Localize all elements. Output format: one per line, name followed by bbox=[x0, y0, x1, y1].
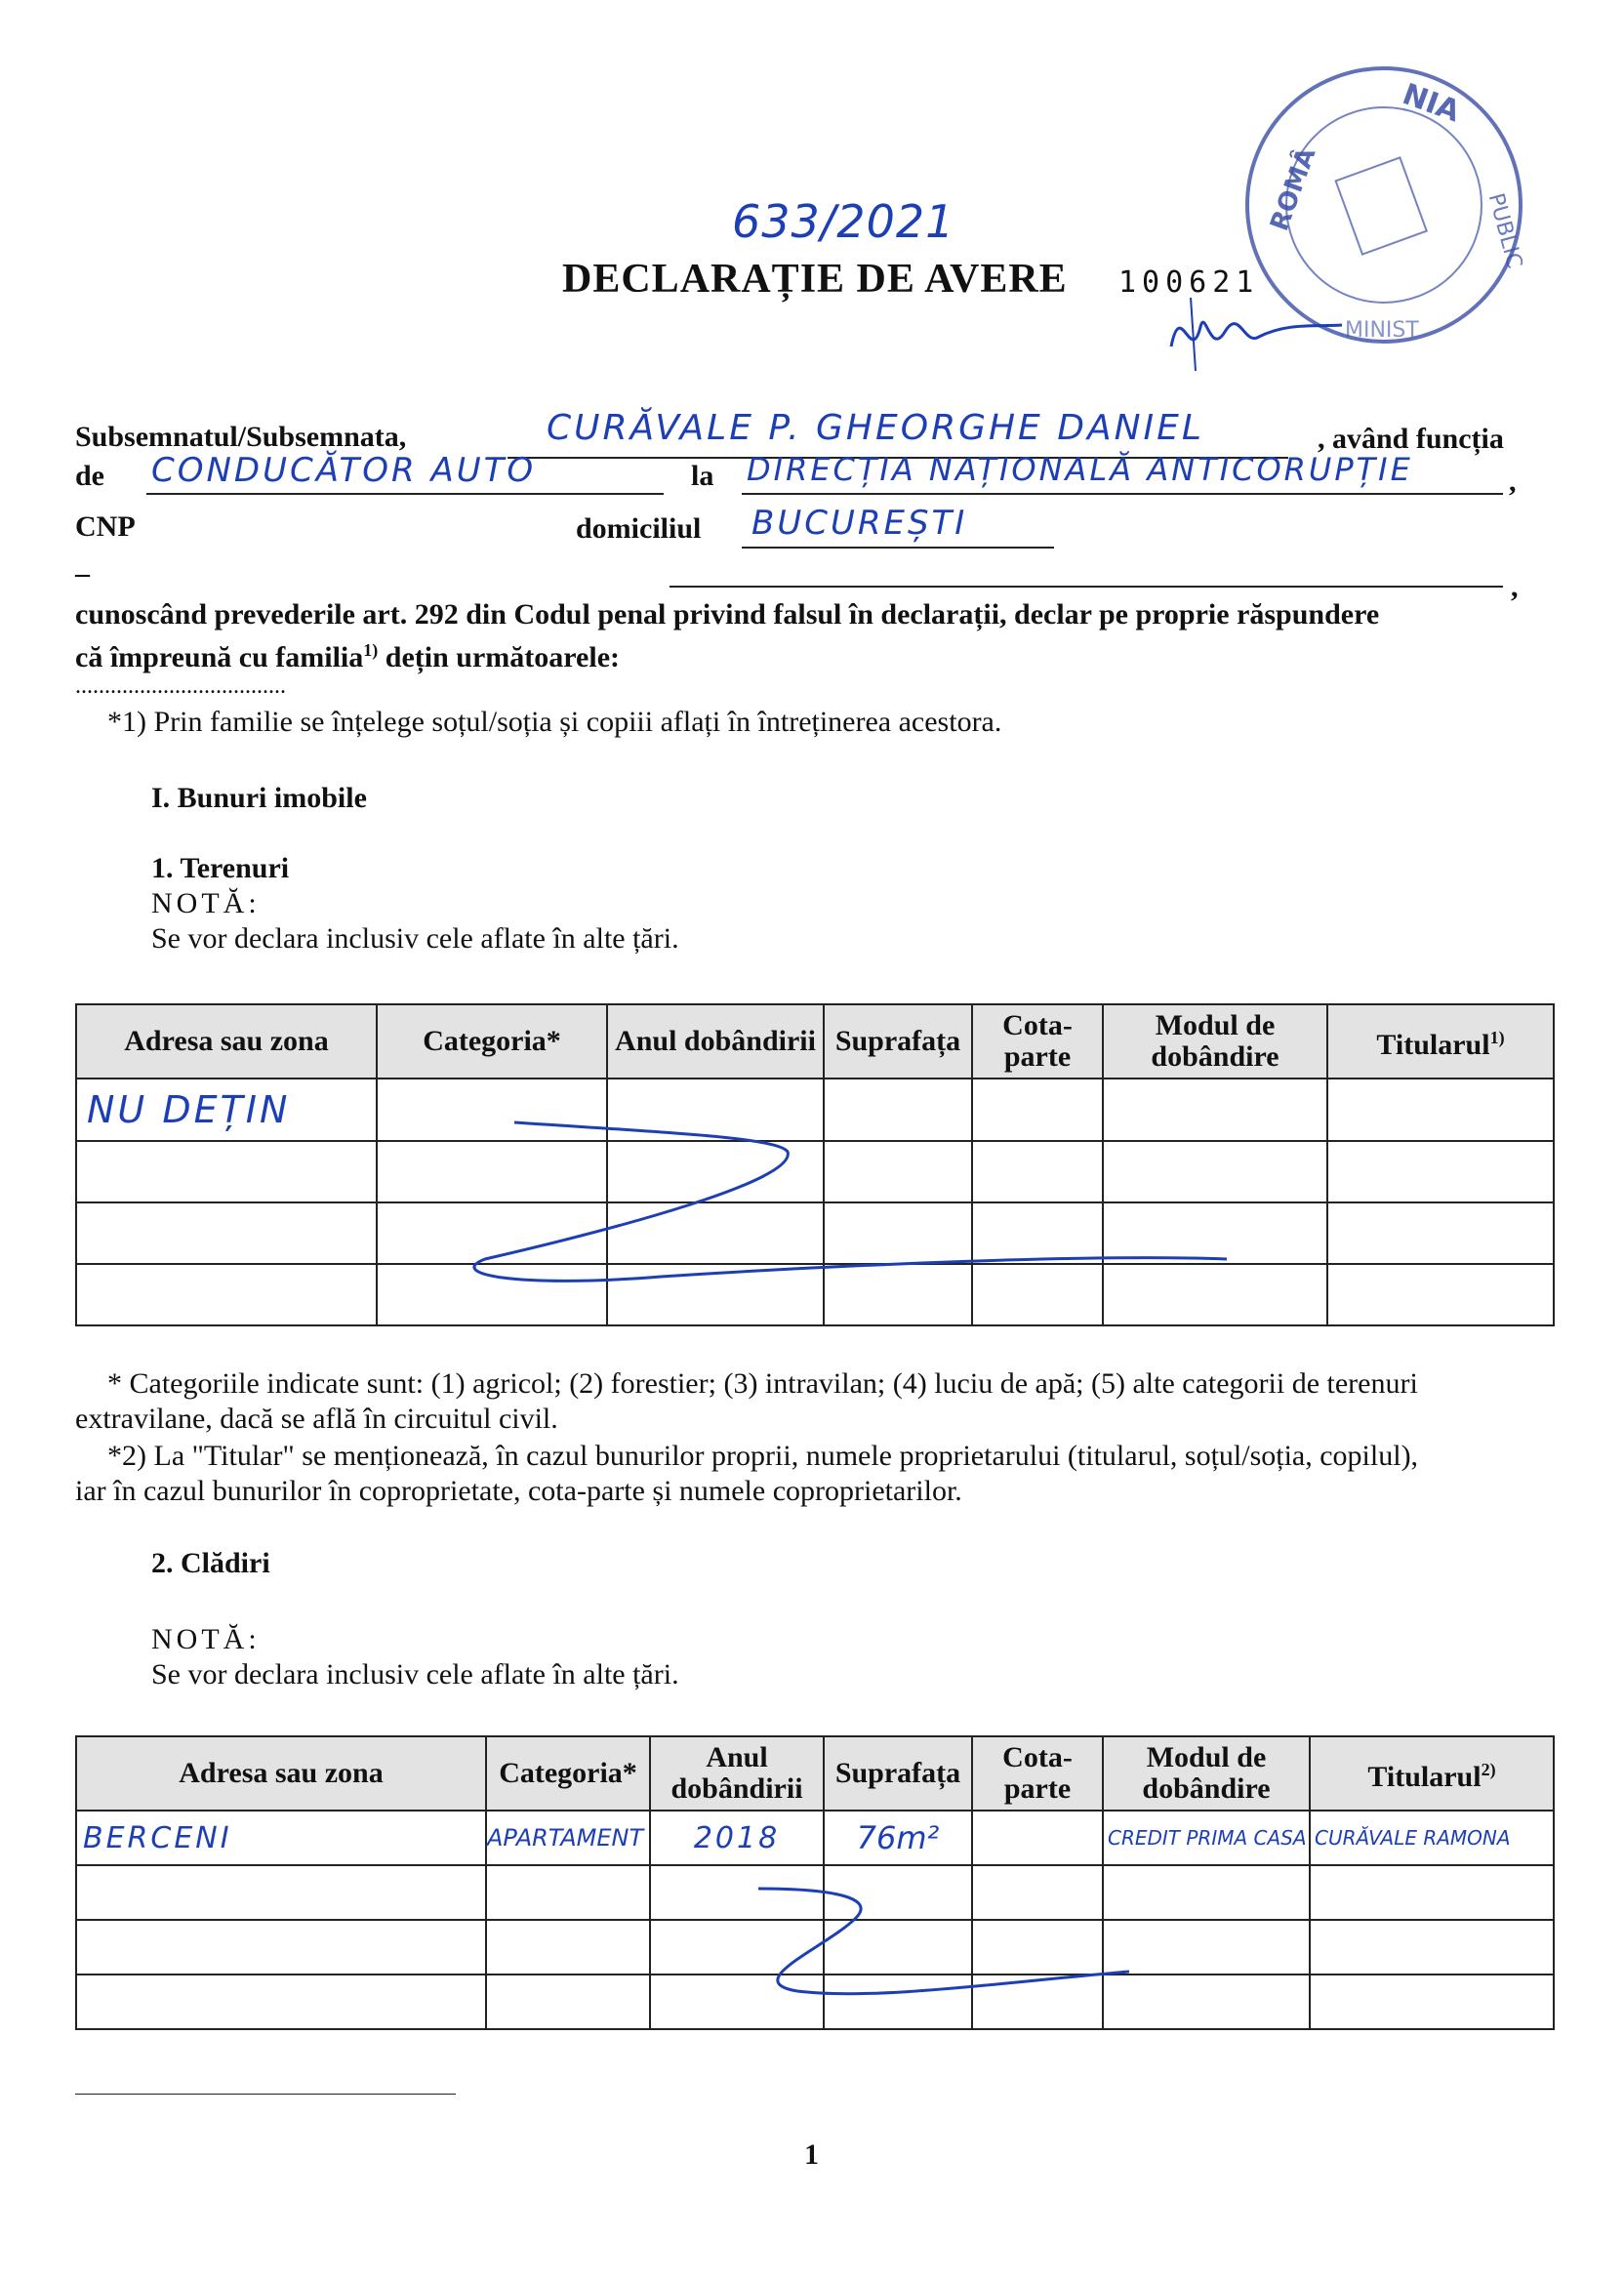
cnp-label: CNP bbox=[75, 510, 136, 543]
row-adresa: NU DEȚIN bbox=[87, 1088, 291, 1131]
header-suprafata: Suprafața bbox=[824, 1736, 972, 1811]
footnote-family: *1) Prin familie se înțelege soțul/soția și copiii aflați în întreținerea acestora. bbox=[107, 706, 1002, 738]
header-cota: Cota-parte bbox=[972, 1004, 1103, 1079]
comma: , bbox=[1509, 466, 1517, 498]
row-categoria: APARTAMENT bbox=[487, 1824, 644, 1852]
header-titular-sup: 1) bbox=[1489, 1028, 1505, 1047]
footnote-rule bbox=[75, 2094, 456, 2095]
header-adresa: Adresa sau zona bbox=[76, 1004, 377, 1079]
nota-label-2: NOTĂ: bbox=[151, 1623, 261, 1655]
note-categorii-line1: * Categoriile indicate sunt: (1) agricol; (2) forestier; (3) intravilan; (4) luciu de apă; (5) alte categorii de terenuri bbox=[107, 1367, 1418, 1400]
legal-statement-line1: cunoscând prevederile art. 292 din Codul penal privind falsul în declarații, declar pe proprie răspundere bbox=[75, 598, 1380, 631]
row-titular: CURĂVALE RAMONA bbox=[1315, 1826, 1511, 1850]
institutie-underline bbox=[742, 493, 1503, 495]
svg-text:NIA: NIA bbox=[1398, 77, 1465, 130]
footnote-marker: 1) bbox=[363, 640, 379, 660]
nota-text-2: Se vor declara inclusiv cele aflate în alte țări. bbox=[151, 1658, 679, 1690]
domiciliul-label: domiciliul bbox=[576, 512, 702, 545]
subsection-buildings: 2. Clădiri bbox=[151, 1547, 270, 1579]
note-titular-line2: iar în cazul bunurilor în coproprietate, cota-parte și numele coproprietarilor. bbox=[75, 1475, 962, 1507]
strike-through-scribble bbox=[75, 1074, 1553, 1298]
header-cota: Cota-parte bbox=[972, 1736, 1103, 1811]
svg-text:ROMÂ: ROMÂ bbox=[1265, 143, 1322, 235]
header-categoria: Categoria* bbox=[377, 1004, 607, 1079]
header-titular-text: Titularul bbox=[1376, 1029, 1490, 1061]
svg-text:MINIST: MINIST bbox=[1345, 318, 1419, 343]
strike-through-scribble-2 bbox=[75, 1874, 1553, 2011]
domiciliu-value: BUCUREȘTI bbox=[751, 504, 968, 543]
subsection-land: 1. Terenuri bbox=[151, 852, 290, 884]
dash: – bbox=[75, 557, 90, 590]
handwritten-registration-number: 633/2021 bbox=[732, 195, 955, 248]
nota-label-1: NOTĂ: bbox=[151, 887, 261, 919]
stamp-number: 100621 bbox=[1118, 265, 1260, 300]
avand-functia-label: , având funcția bbox=[1318, 423, 1504, 455]
section-heading-immovable: I. Bunuri imobile bbox=[151, 782, 367, 814]
domiciliu-underline bbox=[742, 547, 1054, 549]
header-titular bbox=[1327, 1004, 1554, 1079]
extra-underline bbox=[670, 586, 1503, 588]
header-modul: Modul de dobândire bbox=[1103, 1736, 1310, 1811]
header-titular-text: Titularul bbox=[1367, 1761, 1482, 1793]
header-suprafata: Suprafața bbox=[824, 1004, 972, 1079]
signature bbox=[1152, 278, 1347, 376]
note-titular-line1: *2) La "Titular" se menționează, în cazul bunurilor proprii, numele proprietarului (titularul, soțul/soția, copilul), bbox=[107, 1440, 1419, 1472]
header-titular bbox=[1310, 1736, 1554, 1811]
de-label: de bbox=[75, 460, 104, 492]
legal-statement-pre: că împreună cu familia bbox=[75, 641, 364, 673]
header-titular-sup: 2) bbox=[1481, 1760, 1496, 1779]
header-adresa: Adresa sau zona bbox=[76, 1736, 486, 1811]
row-anul: 2018 bbox=[693, 1820, 781, 1855]
declarant-name: CURĂVALE P. GHEORGHE DANIEL bbox=[547, 408, 1204, 448]
subsemnatul-label: Subsemnatul/Subsemnata, bbox=[75, 421, 407, 453]
document-title: DECLARAȚIE DE AVERE bbox=[562, 257, 1068, 302]
header-categoria: Categoria* bbox=[486, 1736, 650, 1811]
table-row bbox=[76, 1811, 1554, 1865]
note-categorii-line2: extravilane, dacă se află în circuitul civil. bbox=[75, 1403, 558, 1435]
row-modul: CREDIT PRIMA CASA bbox=[1108, 1826, 1307, 1850]
svg-text:PUBLIC: PUBLIC bbox=[1482, 190, 1527, 271]
header-modul: Modul de dobândire bbox=[1103, 1004, 1327, 1079]
header-anul: Anul dobândirii bbox=[650, 1736, 824, 1811]
nota-text-1: Se vor declara inclusiv cele aflate în alte țări. bbox=[151, 922, 679, 955]
row-suprafata: 76m² bbox=[856, 1819, 940, 1856]
functie-underline bbox=[146, 493, 664, 495]
la-label: la bbox=[691, 460, 714, 492]
header-anul: Anul dobândirii bbox=[607, 1004, 824, 1079]
dotted-line: .................................... bbox=[75, 673, 286, 699]
functie-value: CONDUCĂTOR AUTO bbox=[151, 451, 537, 490]
legal-statement-post: dețin următoarele: bbox=[378, 641, 621, 673]
comma-2: , bbox=[1511, 571, 1519, 603]
row-adresa: BERCENI bbox=[83, 1820, 232, 1855]
page-number: 1 bbox=[804, 2138, 819, 2171]
institutie-value: DIRECȚIA NAȚIONALĂ ANTICORUPȚIE bbox=[747, 451, 1413, 488]
